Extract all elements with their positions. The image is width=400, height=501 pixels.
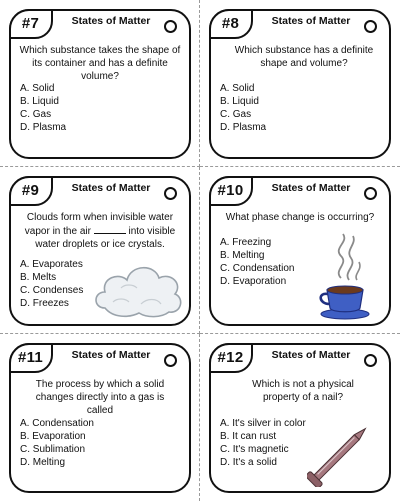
answer-option-b: B. It can rust <box>220 431 277 442</box>
question-text: The process by which a solid changes directly into a gas is called <box>35 379 165 416</box>
task-card-9 <box>9 176 191 326</box>
punch-hole-icon <box>164 187 177 200</box>
answer-option-c: C. It's magnetic <box>220 444 289 455</box>
task-card-10 <box>209 176 391 326</box>
question-text <box>15 211 185 251</box>
card-title: States of Matter <box>71 349 151 361</box>
answer-option-d: D. It's a solid <box>220 457 277 468</box>
answer-list <box>220 82 266 134</box>
answer-option-c: C. Sublimation <box>20 444 86 455</box>
card-title: States of Matter <box>271 349 351 361</box>
answer-list <box>20 417 94 469</box>
card-number-tab <box>9 176 53 206</box>
answer-option-d: D. Freezes <box>20 298 69 309</box>
card-cell-7 <box>0 0 200 167</box>
punch-hole-icon <box>364 20 377 33</box>
task-card-12 <box>209 343 391 493</box>
task-card-11 <box>9 343 191 493</box>
punch-hole-icon <box>164 354 177 367</box>
answer-option-c: C. Gas <box>220 109 252 120</box>
answer-option-d: D. Plasma <box>220 122 267 133</box>
answer-list <box>220 417 306 469</box>
question-text: What phase change is occurring? <box>225 212 375 223</box>
task-card-7 <box>9 9 191 159</box>
card-cell-8 <box>200 0 400 167</box>
answer-option-d: D. Plasma <box>20 122 67 133</box>
card-cell-12 <box>200 334 400 501</box>
answer-option-b: B. Liquid <box>220 96 259 107</box>
punch-hole-icon <box>364 187 377 200</box>
answer-list <box>20 258 83 310</box>
answer-option-b: B. Evaporation <box>20 431 86 442</box>
card-title: States of Matter <box>71 15 151 27</box>
answer-option-c: C. Condenses <box>20 285 84 296</box>
card-cell-10 <box>200 167 400 334</box>
question-text: Which substance has a definite shape and volume? <box>234 45 374 69</box>
cloud-icon <box>91 258 185 320</box>
card-cell-11 <box>0 334 200 501</box>
answer-option-b: B. Melts <box>20 272 57 283</box>
card-number: #7 <box>21 15 40 32</box>
answer-option-c: C. Condensation <box>220 263 295 274</box>
answer-option-a: A. Freezing <box>220 237 272 248</box>
card-number: #11 <box>17 349 44 366</box>
answer-list <box>220 236 295 288</box>
card-number-tab <box>9 9 53 39</box>
card-number: #8 <box>221 15 240 32</box>
question-text: Which substance takes the shape of its container and has a definite volume? <box>19 45 181 82</box>
card-number: #12 <box>217 349 244 366</box>
nail-icon <box>307 417 377 487</box>
answer-option-a: A. Solid <box>220 83 255 94</box>
answer-option-a: A. It's silver in color <box>220 418 306 429</box>
answer-option-a: A. Solid <box>20 83 55 94</box>
punch-hole-icon <box>164 20 177 33</box>
task-card-8 <box>209 9 391 159</box>
card-number-tab <box>9 343 53 373</box>
card-title: States of Matter <box>271 15 351 27</box>
card-cell-9 <box>0 167 200 334</box>
answer-list <box>20 82 66 134</box>
card-number: #9 <box>21 182 40 199</box>
fill-in-blank <box>94 224 126 234</box>
answer-option-a: A. Evaporates <box>20 259 83 270</box>
card-number-tab <box>209 343 253 373</box>
answer-option-d: D. Evaporation <box>220 276 287 287</box>
card-title: States of Matter <box>271 182 351 194</box>
question-text-part-2: into visible water droplets or ice crystals. <box>35 226 176 250</box>
answer-option-a: A. Condensation <box>20 418 94 429</box>
card-number: #10 <box>217 182 244 199</box>
question-text: Which is not a physical property of a nail? <box>252 379 354 403</box>
answer-option-c: C. Gas <box>20 109 52 120</box>
answer-option-b: B. Melting <box>220 250 265 261</box>
question-text-part-1: Clouds form when invisible water vapor in the air <box>24 212 174 237</box>
card-number-tab <box>209 176 253 206</box>
card-title: States of Matter <box>71 182 151 194</box>
answer-option-b: B. Liquid <box>20 96 59 107</box>
card-number-tab <box>209 9 253 39</box>
punch-hole-icon <box>364 354 377 367</box>
answer-option-d: D. Melting <box>20 457 66 468</box>
steaming-cup-icon <box>315 228 375 320</box>
